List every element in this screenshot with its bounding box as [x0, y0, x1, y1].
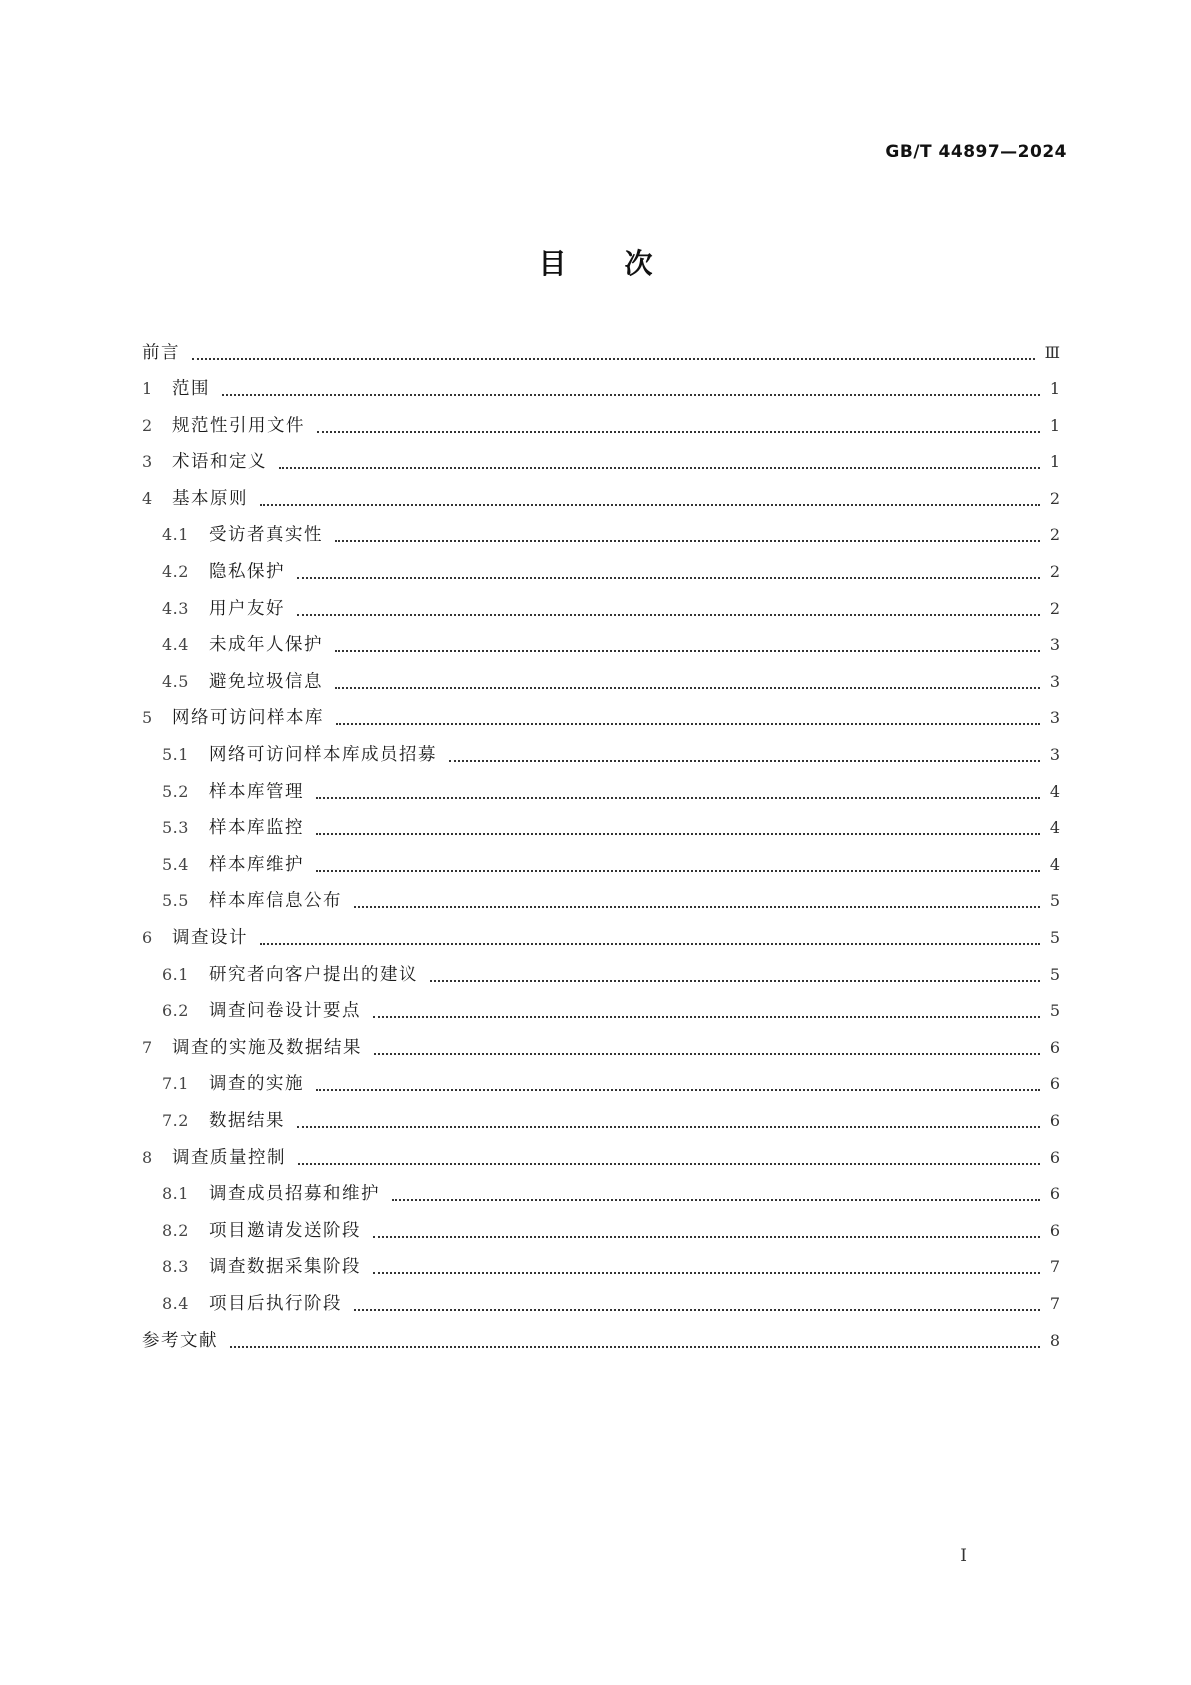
toc-entry-number: 4.1 — [162, 525, 189, 545]
toc-entry-title: 样本库维护 — [209, 854, 304, 875]
toc-entry-page: 4 — [1049, 854, 1060, 874]
toc-entry-number: 1 — [142, 379, 153, 399]
toc-entry[interactable] — [142, 887, 1060, 924]
toc-entry-number: 8.4 — [162, 1293, 189, 1313]
toc-leader-dots — [297, 560, 1040, 580]
toc-entry-title: 样本库监控 — [209, 818, 304, 839]
toc-entry-page: 5 — [1049, 964, 1060, 984]
toc-entry-title: 样本库信息公布 — [209, 891, 342, 912]
toc-entry[interactable] — [142, 1216, 1060, 1253]
toc-entry[interactable] — [142, 631, 1060, 668]
toc-leader-dots — [279, 450, 1040, 470]
toc-entry-title: 项目邀请发送阶段 — [209, 1220, 361, 1241]
toc-entry[interactable] — [142, 448, 1060, 485]
toc-entry-number: 6.2 — [162, 1001, 189, 1021]
toc-entry-page: 4 — [1049, 818, 1060, 838]
toc-entry[interactable] — [142, 777, 1060, 814]
toc-leader-dots — [449, 743, 1040, 763]
toc-entry[interactable] — [142, 960, 1060, 997]
toc-entry-page: 5 — [1049, 891, 1060, 911]
toc-entry[interactable] — [142, 997, 1060, 1034]
toc-entry[interactable] — [142, 484, 1060, 521]
toc-entry-title: 数据结果 — [209, 1110, 285, 1131]
toc-entry-page: 7 — [1049, 1293, 1060, 1313]
toc-entry-number: 5.1 — [162, 745, 189, 765]
toc-leader-dots — [354, 889, 1040, 909]
standard-code: GB/T 44897—2024 — [885, 142, 1067, 162]
toc-entry-page: 2 — [1049, 598, 1060, 618]
toc-entry-page: 3 — [1049, 708, 1060, 728]
toc-entry-page: 3 — [1049, 635, 1060, 655]
toc-leader-dots — [373, 1255, 1040, 1275]
toc-entry-number: 4.3 — [162, 598, 189, 618]
toc-entry[interactable] — [142, 411, 1060, 448]
toc-entry-page: 6 — [1049, 1110, 1060, 1130]
toc-entry-title: 调查数据采集阶段 — [209, 1257, 361, 1278]
toc-entry[interactable] — [142, 1180, 1060, 1217]
toc-entry-page: 3 — [1049, 745, 1060, 765]
toc-entry-title: 隐私保护 — [209, 562, 285, 583]
toc-entry-title: 调查问卷设计要点 — [209, 1001, 361, 1022]
toc-leader-dots — [260, 926, 1040, 946]
toc-entry-page: 7 — [1049, 1257, 1060, 1277]
toc-entry-title: 规范性引用文件 — [172, 415, 305, 436]
toc-leader-dots — [298, 1145, 1040, 1165]
toc-entry[interactable] — [142, 558, 1060, 595]
toc-entry-number: 5 — [142, 708, 153, 728]
toc-leader-dots — [392, 1182, 1040, 1202]
toc-entry-number: 6 — [142, 928, 153, 947]
toc-leader-dots — [316, 1072, 1040, 1092]
toc-entry[interactable] — [142, 1070, 1060, 1107]
toc-entry[interactable] — [142, 704, 1060, 741]
toc-entry-number: 5.2 — [162, 781, 189, 801]
toc-entry-page: 6 — [1049, 1037, 1060, 1057]
toc-entry-number: 8.1 — [162, 1184, 189, 1204]
toc-entry[interactable] — [142, 741, 1060, 778]
toc-entry[interactable] — [142, 1326, 1060, 1363]
toc-leader-dots — [297, 596, 1040, 616]
toc-entry-number: 5.5 — [162, 891, 189, 911]
toc-entry-title: 受访者真实性 — [209, 525, 323, 546]
toc-entry-title: 未成年人保护 — [209, 635, 323, 656]
toc-entry-number: 3 — [142, 452, 153, 472]
toc-entry-title: 样本库管理 — [209, 781, 304, 802]
toc-entry[interactable] — [142, 1289, 1060, 1326]
toc-entry-page: 2 — [1049, 488, 1060, 508]
toc-entry-title: 研究者向客户提出的建议 — [209, 964, 418, 985]
toc-entry-title: 项目后执行阶段 — [209, 1293, 342, 1314]
toc-entry-title: 术语和定义 — [172, 452, 267, 473]
toc-entry-number: 7.2 — [162, 1110, 189, 1130]
toc-entry[interactable] — [142, 667, 1060, 704]
toc-leader-dots — [335, 523, 1040, 543]
toc-leader-dots — [335, 669, 1040, 689]
toc-entry-title: 用户友好 — [209, 598, 285, 619]
toc-leader-dots — [192, 340, 1035, 360]
toc-entry[interactable] — [142, 924, 1060, 961]
toc-entry-title: 调查成员招募和维护 — [209, 1184, 380, 1205]
toc-leader-dots — [317, 413, 1040, 433]
toc-entry-page: 6 — [1049, 1220, 1060, 1240]
toc-entry-title: 前言 — [142, 342, 180, 363]
toc-entry[interactable] — [142, 1033, 1060, 1070]
toc-leader-dots — [373, 1218, 1040, 1238]
toc-entry[interactable] — [142, 338, 1060, 375]
toc-entry-number: 8.2 — [162, 1220, 189, 1240]
toc-entry-page: 8 — [1049, 1330, 1060, 1350]
toc-entry[interactable] — [142, 375, 1060, 412]
toc-entry-page: 6 — [1049, 1184, 1060, 1204]
toc-entry-number: 6.1 — [162, 964, 189, 984]
toc-entry-number: 4.4 — [162, 635, 189, 655]
toc-leader-dots — [316, 852, 1040, 872]
toc-entry-page: 5 — [1049, 1001, 1060, 1021]
toc-leader-dots — [316, 779, 1040, 799]
toc-entry[interactable] — [142, 521, 1060, 558]
toc-leader-dots — [260, 486, 1040, 506]
toc-leader-dots — [222, 377, 1040, 397]
toc-entry-title: 避免垃圾信息 — [209, 671, 323, 692]
toc-leader-dots — [336, 706, 1040, 726]
toc-entry-number: 4 — [142, 488, 153, 508]
page-number: I — [960, 1546, 967, 1566]
toc-entry-page: 2 — [1049, 562, 1060, 582]
toc-entry-title: 参考文献 — [142, 1330, 218, 1351]
toc-entry-title: 范围 — [172, 379, 210, 400]
toc-entry-page: 1 — [1049, 379, 1060, 399]
toc-entry-title: 基本原则 — [172, 488, 248, 509]
toc-leader-dots — [335, 633, 1040, 653]
toc-entry-page: 5 — [1049, 928, 1060, 947]
toc-leader-dots — [430, 962, 1040, 982]
toc-entry-number: 7.1 — [162, 1074, 189, 1094]
toc-entry-number: 8 — [142, 1147, 153, 1167]
toc-entry-number: 2 — [142, 415, 153, 435]
toc-entry[interactable] — [142, 1106, 1060, 1143]
toc-entry-number: 5.3 — [162, 818, 189, 838]
toc-entry-title: 网络可访问样本库成员招募 — [209, 745, 437, 766]
toc-entry-title: 调查的实施 — [209, 1074, 304, 1095]
toc-entry-title: 网络可访问样本库 — [172, 708, 324, 729]
toc-entry-number: 4.2 — [162, 562, 189, 582]
toc-entry-page: 3 — [1049, 671, 1060, 691]
toc-entry[interactable] — [142, 594, 1060, 631]
toc-entry[interactable] — [142, 814, 1060, 851]
toc-leader-dots — [354, 1291, 1040, 1311]
toc-entry-title: 调查质量控制 — [172, 1147, 286, 1168]
toc-entry-title: 调查设计 — [172, 928, 248, 948]
toc-entry[interactable] — [142, 1253, 1060, 1290]
toc-title: 目次 — [538, 247, 711, 280]
table-of-contents — [142, 338, 1060, 1363]
toc-entry-page: 6 — [1049, 1147, 1060, 1167]
toc-entry-number: 8.3 — [162, 1257, 189, 1277]
toc-leader-dots — [230, 1328, 1040, 1348]
toc-entry[interactable] — [142, 1143, 1060, 1180]
toc-entry-number: 5.4 — [162, 854, 189, 874]
toc-entry-page: 1 — [1049, 452, 1060, 472]
toc-entry-number: 4.5 — [162, 671, 189, 691]
toc-entry-page: Ⅲ — [1044, 342, 1060, 362]
toc-entry-title: 调查的实施及数据结果 — [172, 1037, 362, 1058]
toc-leader-dots — [316, 816, 1040, 836]
toc-entry-page: 6 — [1049, 1074, 1060, 1094]
toc-entry[interactable] — [142, 850, 1060, 887]
toc-leader-dots — [297, 1108, 1040, 1128]
toc-entry-page: 4 — [1049, 781, 1060, 801]
toc-entry-number: 7 — [142, 1037, 153, 1057]
toc-entry-page: 1 — [1049, 415, 1060, 435]
toc-leader-dots — [373, 999, 1040, 1019]
toc-leader-dots — [374, 1035, 1040, 1055]
toc-entry-page: 2 — [1049, 525, 1060, 545]
